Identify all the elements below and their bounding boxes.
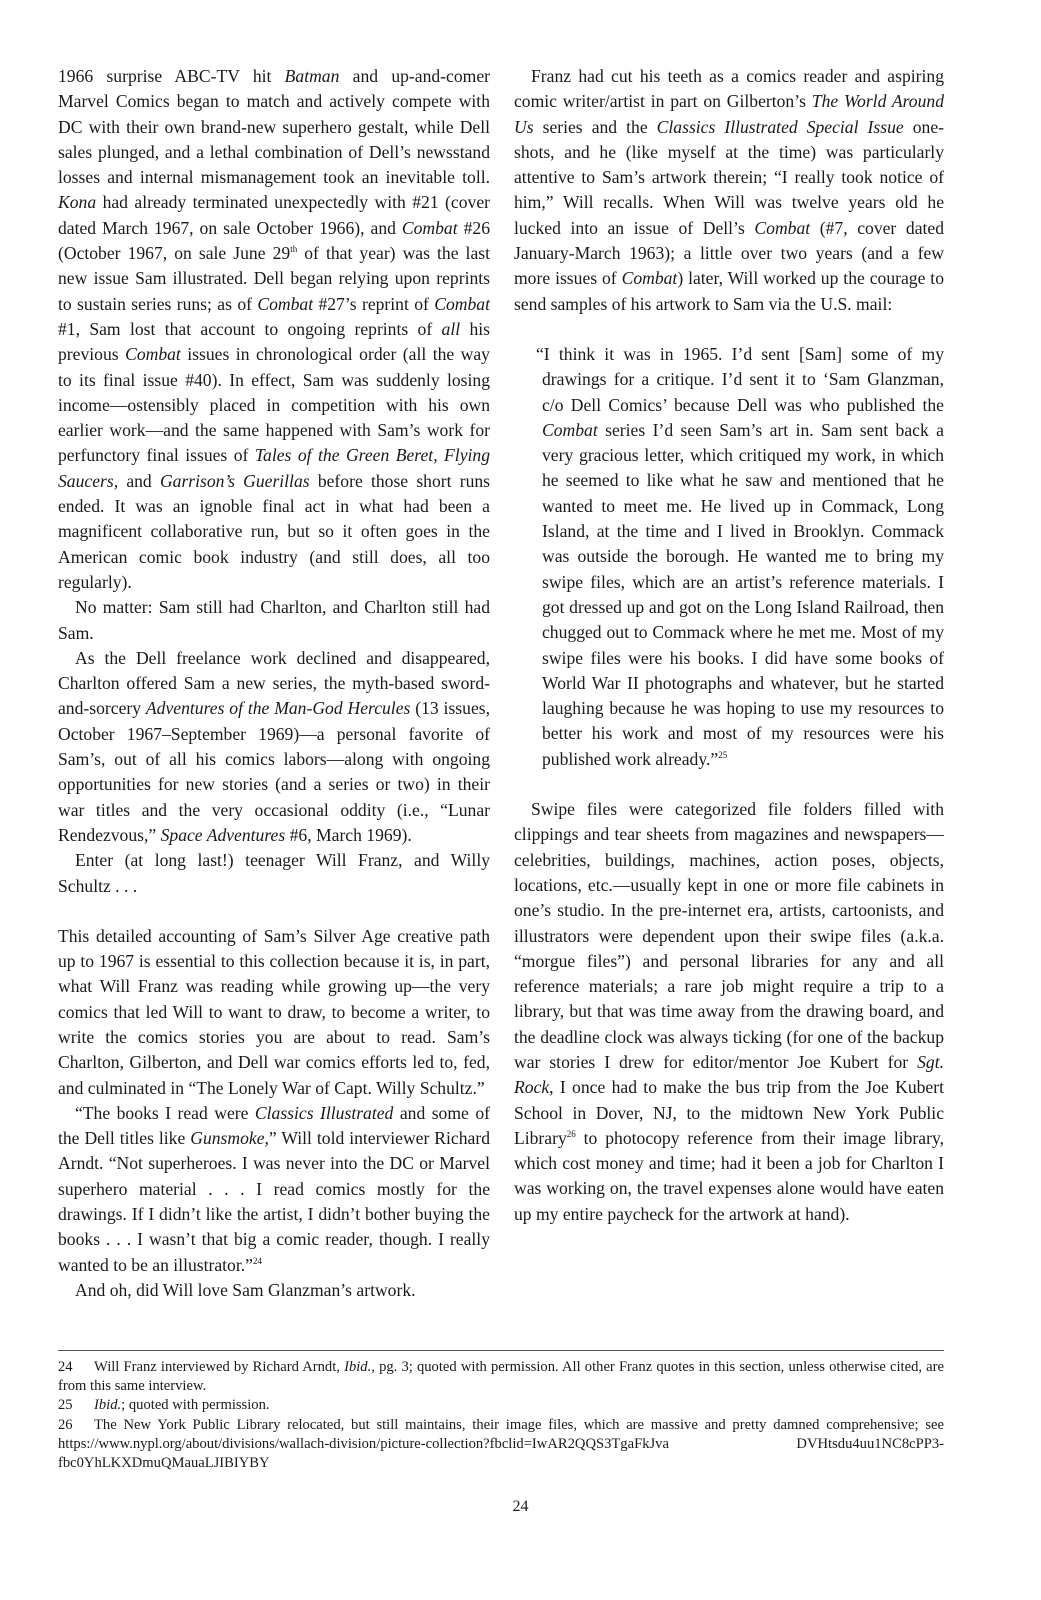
paragraph: And oh, did Will love Sam Glanzman’s artwork. [75, 1279, 416, 1300]
italic-text: all [441, 318, 461, 339]
paragraph: No matter: Sam still had Charlton, and Charlton still had Sam. [58, 597, 490, 643]
footnote-text: The New York Public Library relocated, but still maintains, their image files, which are massive and pretty damned comprehensive; see https://www.nypl.org/about/divisions/wallach-division/picture-collection?fbclid=IwAR2QQS3TgaFkJva DVHtsdu4uu1NC8cPP3-fbc0YhLKXDmuQMauaLJIBIYBY [58, 1416, 944, 1472]
footnote-25 [58, 1396, 944, 1415]
superscript: 24 [252, 1255, 262, 1266]
footnotes [58, 1358, 944, 1473]
italic-text: Combat [125, 344, 181, 365]
block-quote: “I think it was in 1965. I’d sent [Sam] some of my drawings for a critique. I’d sent it to ‘Sam Glanzman, c/o Dell Comics’ because Dell was who published the Combat series I’d seen Sam’s art in. Sam sent back a very gracious letter, which critiqued my work, in which he seemed to like what he saw and mentioned that he wanted to meet me. He lived up in Commack, Long Island, at the time and I lived in Brooklyn. Commack was outside the borough. He wanted me to bring my swipe files, which are an artist’s reference materials. I got dressed up and got on the Long Island Railroad, then chugged out to Commack where he met me. Most of my swipe files were his books. I did have some books of World War II photographs and whatever, but he started laughing because he was hoping to use my resources to better his work and most of my resources were his published work already.”$^{25}$ [536, 343, 944, 769]
footnote-number: 25 [58, 1397, 73, 1414]
footnote-number: 24 [58, 1359, 73, 1375]
footnote-26 [58, 1416, 944, 1474]
right-column [514, 64, 944, 1227]
footnote-number: 26 [58, 1416, 73, 1433]
paragraph: As the Dell freelance work declined and disappeared, Charlton offered Sam a new series, the myth-based sword-and-sorcery Adventures of the Man-God Hercules (13 issues, October 1967–September 1969)—a personal favorite of Sam’s, out of all his comics labors—along with ongoing opportunities for new stories (and a series or two) in their war titles and the very occasional oddity (i.e., “Lunar Rendezvous,” Space Adventures #6, March 1969). [58, 647, 490, 845]
italic-text: Classics Illustrated Special Issue [656, 116, 904, 137]
italic-text: Combat [621, 268, 678, 289]
page-number: 24 [512, 1498, 529, 1515]
footnote-divider [58, 1350, 944, 1351]
italic-text: Classics Illustrated [254, 1102, 394, 1123]
superscript: 25 [718, 749, 728, 760]
italic-text: Kona [58, 192, 97, 213]
footnote-text: Ibid.; quoted with permission. [94, 1397, 270, 1414]
paragraph: Franz had cut his teeth as a comics reader and aspiring comic writer/artist in part on Gilberton’s The World Around Us series and the Classics Illustrated Special Issue one-shots, and he (like myself at the time) was particularly attentive to Sam’s artwork therein; “I really took notice of him,” Will recalls. When Will was twelve years old he lucked into an issue of Dell’s Combat (#7, cover dated January-March 1963); a little over two years (and a few more issues of Combat) later, Will worked up the courage to send samples of his artwork to Sam via the U.S. mail: [514, 66, 944, 314]
superscript: th [290, 244, 298, 255]
footnote-text: Will Franz interviewed by Richard Arndt, Ibid., pg. 3; quoted with permission. All other Franz quotes in this section, unless otherwise cited, are from this same interview. [58, 1359, 944, 1395]
italic-text: Space Adventures [160, 824, 286, 845]
italic-text: Adventures of the Man-God Hercules [145, 698, 411, 719]
italic-text: Ibid., [344, 1359, 375, 1375]
italic-text: Combat [434, 293, 490, 314]
superscript: 26 [566, 1129, 576, 1140]
italic-text: Tales of the Green Beret, Flying Saucers, [58, 445, 490, 491]
italic-text: Sgt. Rock [514, 1051, 944, 1098]
italic-text: Combat [754, 217, 811, 238]
italic-text: Gunsmoke, [190, 1128, 269, 1149]
italic-text: Combat [542, 419, 598, 440]
paragraph: This detailed accounting of Sam’s Silver Age creative path up to 1967 is essential to this collection because it is, in part, what Will Franz was reading while growing up—the very comics that led Will to want to draw, to become a writer, to write the comics stories you are about to read. Sam’s Charlton, Gilberton, and Dell war comics efforts led to, fed, and culminated in “The Lonely War of Capt. Willy Schultz.” [58, 925, 490, 1098]
paragraph: Swipe files were categorized file folders filled with clippings and tear sheets from magazines and newspapers—celebrities, buildings, machines, action poses, objects, locations, etc.—usually kept in one or more file cabinets in one’s studio. In the pre-internet era, artists, cartoonists, and illustrators were dependent upon their swipe files (a.k.a. “morgue files”) and personal libraries for any and all reference materials; a rare job might require a trip to a library, but that was time away from the drawing board, and the deadline clock was always ticking (for one of the backup war stories I drew for editor/mentor Joe Kubert for Sgt. Rock, I once had to make the bus trip from the Joe Kubert School in Dover, NJ, to the midtown New York Public Library$^{26}$ to photocopy reference from their image library, which cost money and time; had it been a job for Charlton I was working on, the travel expenses alone would have eaten up my entire paycheck for the artwork at hand). [514, 799, 944, 1224]
italic-text: Garrison’s Guerillas [159, 470, 310, 491]
paragraph: “The books I read were Classics Illustrated and some of the Dell titles like Gunsmoke,” Will told interviewer Richard Arndt. “Not superheroes. I was never into the DC or Marvel superhero material . . . I read comics mostly for the drawings. If I didn’t like the artist, I didn’t bother buying the books . . . I wasn’t that big a comic reader, though. I really wanted to be an illustrator.”$^{24}$ [58, 1102, 490, 1275]
paragraph: 1966 surprise ABC-TV hit Batman and up-and-comer Marvel Comics began to match and actively compete with DC with their own brand-new superhero gestalt, while Dell sales plunged, and a lethal combination of Dell’s newsstand losses and internal mismanagement took an inevitable toll. Kona had already terminated unexpectedly with #21 (cover dated March 1967, on sale October 1966), and Combat #26 (October 1967, on sale June 29th of that year) was the last new issue Sam illustrated. Dell began relying upon reprints to sustain series runs; as of Combat #27’s reprint of Combat #1, Sam lost that account to ongoing reprints of all his previous Combat issues in chronological order (all the way to its final issue #40). In effect, Sam was suddenly losing income—ostensibly placed in competition with his own earlier work—and the same happened with Sam’s work for perfunctory final issues of Tales of the Green Beret, Flying Saucers, and Garrison’s Guerillas before those short runs ended. It was an ignoble final act in what had been a magnificent collaborative run, but so it often goes in the American comic book industry (and still does, all too regularly). [58, 66, 491, 592]
italic-text: Ibid. [94, 1397, 122, 1414]
italic-text: The World Around Us [514, 91, 944, 137]
paragraph: Enter (at long last!) teenager Will Franz, and Willy Schultz . . . [58, 850, 490, 896]
footnote-24 [58, 1358, 944, 1396]
italic-text: Combat [401, 217, 458, 238]
italic-text: Batman [284, 66, 340, 86]
italic-text: Combat [257, 293, 314, 314]
left-column [58, 64, 490, 1303]
